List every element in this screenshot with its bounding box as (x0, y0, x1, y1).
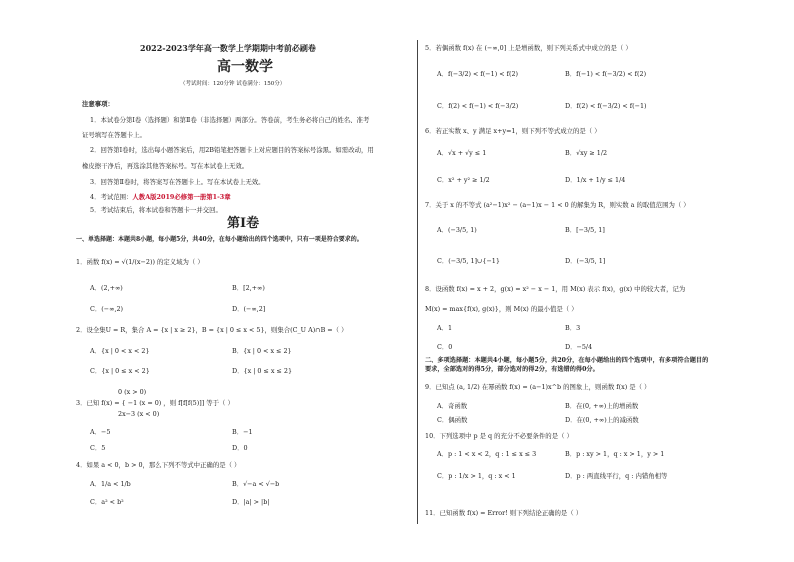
question-stem: 9．已知点 (a, 1/2) 在幂函数 f(x) = (a−1)x^b 的图象上，则函数 f(x) 是（ ） (425, 383, 651, 391)
question-stem: 8．设函数 f(x) = x + 2，g(x) = x² − x − 1，用 M(x) 表示 f(x)，g(x) 中的较大者，记为 (425, 285, 686, 293)
note-line: 3．回答第Ⅱ卷时，将答案写在答题卡上。写在本试卷上无效。 (90, 178, 265, 186)
option: D．1/x + 1/y ≤ 1/4 (565, 176, 626, 184)
option: D．f(2) < f(−3/2) < f(−1) (565, 102, 647, 110)
option: C．偶函数 (437, 416, 468, 424)
piecewise-top: 0 (x > 0) (118, 388, 147, 396)
column-divider (417, 40, 418, 524)
question-stem: 6．若正实数 x、y 满足 x+y=1，则下列不等式成立的是（ ） (425, 127, 601, 135)
option: B．p : xy > 1，q : x > 1，y > 1 (565, 450, 665, 458)
question-stem: 4．如果 a < 0，b > 0，那么下列不等式中正确的是（ ） (76, 461, 241, 469)
option: B．[2,+∞) (232, 284, 265, 292)
note-scope-label: 4．考试范围： (90, 193, 133, 201)
note-line: 1．本试卷分第Ⅰ卷（选择题）和第Ⅱ卷（非选择题）两部分。答卷前，考生务必将自己的姓名、准考 (90, 116, 370, 124)
option: A．1/a < 1/b (90, 480, 131, 488)
note-line-scope (90, 193, 231, 201)
option: A．(−3/5, 1) (437, 226, 477, 234)
option: B．[−3/5, 1] (565, 226, 605, 234)
option: D．在(0, +∞)上的减函数 (565, 416, 639, 424)
piecewise-bottom: 2x−3 (x < 0) (118, 410, 160, 418)
option: D．(−∞,2] (232, 305, 266, 313)
option: B．√xy ≥ 1/2 (565, 149, 608, 157)
section-heading: 二、多项选择题：本题共4小题，每小题5分，共20分，在每小题给出的四个选项中，有多项符合题目的 (425, 357, 709, 364)
option: D．(−3/5, 1] (565, 257, 606, 265)
option: A．p : 1 < x < 2，q : 1 ≤ x ≤ 3 (437, 450, 537, 458)
option: B．在(0, +∞)上的增函数 (565, 402, 639, 410)
option: B．{x | 0 < x ≤ 2} (232, 347, 292, 355)
option: C．0 (437, 343, 453, 351)
notes-heading: 注意事项： (82, 100, 114, 108)
option: B．−1 (232, 428, 253, 436)
question-stem: 7．关于 x 的不等式 (a²−1)x² − (a−1)x − 1 < 0 的解集为 R，则实数 a 的取值范围为（ ） (425, 201, 690, 209)
section-heading: 一、单选择题：本题共8小题，每小题5分，共40分，在每小题给出的四个选项中，只有一项是符合要求的。 (76, 236, 363, 243)
question-stem: 5．若偶函数 f(x) 在 (−∞,0] 上是增函数，则下列关系式中成立的是（ ） (425, 44, 632, 52)
option: C．x² + y² ≥ 1/2 (437, 176, 490, 184)
note-scope-value: 人教A版2019必修第一册第1-3章 (132, 193, 231, 201)
note-line: 5．考试结束后，将本试卷和答题卡一并交回。 (90, 206, 222, 214)
option: B．3 (565, 324, 581, 332)
subject-title: 高一数学 (217, 59, 273, 75)
section-heading-cont: 要求，全部选对的得5分，部分选对的得2分，有选错的得0分。 (425, 366, 599, 373)
option: B．f(−1) < f(−3/2) < f(2) (565, 70, 647, 78)
option: D．{x | 0 ≤ x ≤ 2} (232, 367, 293, 375)
option: A．f(−3/2) < f(−1) < f(2) (437, 70, 519, 78)
option: A．√x + √y ≤ 1 (437, 149, 487, 157)
option: C．(−∞,2) (90, 305, 124, 313)
option: C．f(2) < f(−1) < f(−3/2) (437, 102, 519, 110)
option: D．0 (232, 444, 248, 452)
option: D．|a| > |b| (232, 498, 270, 506)
exam-title: 2022-2023学年高一数学上学期期中考前必刷卷 (140, 43, 316, 53)
question-stem-cont: M(x) = max{f(x), g(x)}，则 M(x) 的最小值是（ ） (425, 305, 578, 313)
exam-meta: （考试时间：120分钟 试卷满分：150分） (180, 81, 286, 87)
question-stem: 11．已知函数 f(x) = Error! 则下列结论正确的是（ ） (425, 509, 583, 517)
option: C．{x | 0 ≤ x < 2} (90, 367, 150, 375)
option: A．−5 (90, 428, 111, 436)
option: D．−5/4 (565, 343, 593, 351)
option: A．奇函数 (437, 402, 468, 410)
option: C．p : 1/x > 1，q : x < 1 (437, 472, 516, 480)
note-line: 2．回答第Ⅰ卷时，选出每小题答案后，用2B铅笔把答题卡上对应题目的答案标号涂黑。如需改动，用 (90, 146, 374, 154)
note-line: 证号填写在答题卡上。 (82, 131, 146, 139)
question-stem: 10．下列选项中 p 是 q 的充分不必要条件的是（ ） (425, 432, 573, 440)
option: A．{x | 0 < x < 2} (90, 347, 150, 355)
option: D．p : 两直线平行，q : 内错角相等 (565, 472, 668, 480)
question-stem: 2．设全集U = R，集合 A = {x | x ≥ 2}，B = {x | 0 ≤ x < 5}，则集合(C_U A)∩B =（ ） (76, 326, 348, 334)
option: A．(2,+∞) (90, 284, 123, 292)
option: C．5 (90, 444, 106, 452)
option: B．√−a < √−b (232, 480, 280, 488)
option: C．a² < b² (90, 498, 124, 506)
note-line: 橡皮擦干净后，再选涂其他答案标号。写在本试卷上无效。 (82, 162, 249, 170)
option: C．(−3/5, 1]∪{−1} (437, 257, 500, 265)
question-stem: 1．函数 f(x) = √(1/(x−2)) 的定义域为（ ） (76, 258, 204, 266)
option: A．1 (437, 324, 453, 332)
question-stem: 3．已知 f(x) = { −1 (x = 0) ，则 f[f[f(5)]] 等于（ ） (76, 399, 234, 407)
part1-title: 第Ⅰ卷 (227, 216, 260, 231)
